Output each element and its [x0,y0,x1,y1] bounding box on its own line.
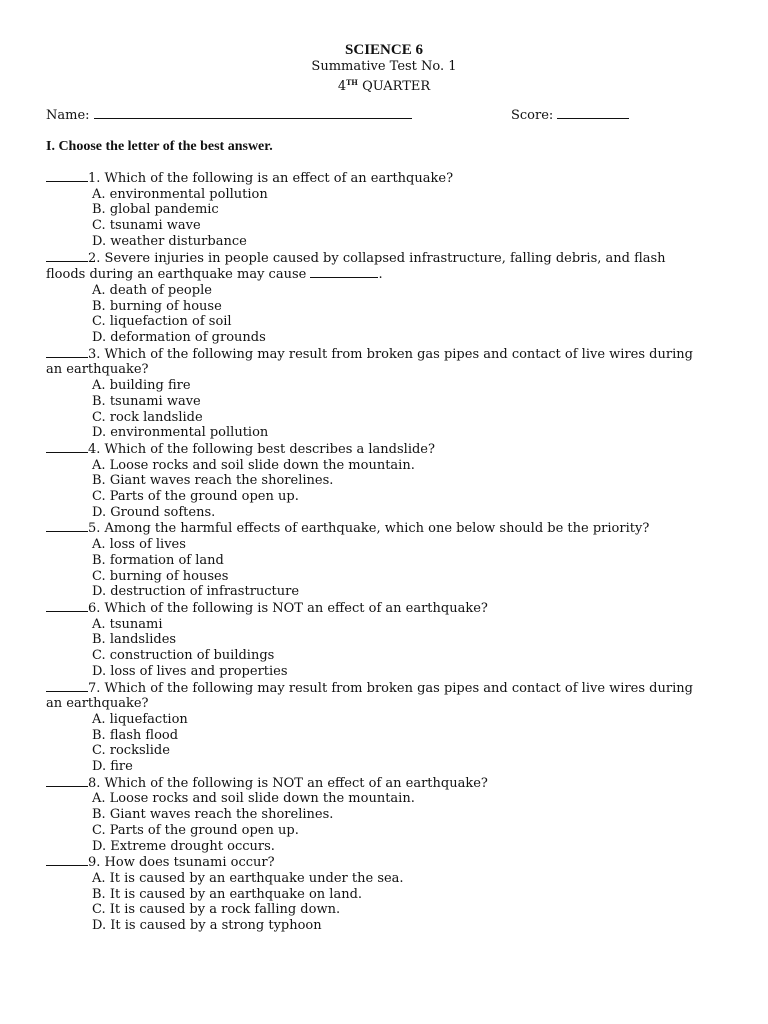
answer-blank[interactable] [46,520,88,532]
choice-b: B. landslides [92,632,177,648]
question-stem-continued [46,266,726,283]
question-stem [46,441,726,458]
question-6 [46,600,726,680]
choice-b: B. It is caused by an earthquake on land. [92,886,363,902]
question-4 [46,441,726,521]
quarter-suffix: TH [346,78,358,87]
choice-c: C. It is caused by a rock falling down. [92,902,341,918]
score-field[interactable] [557,106,629,119]
choice-d: D. Extreme drought occurs. [92,838,275,854]
instruction-heading: I. Choose the letter of the best answer. [46,139,273,154]
question-stem [46,170,726,187]
answer-blank[interactable] [46,250,88,262]
question-text: 6. Which of the following is NOT an effect of an earthquake? [88,600,488,616]
choice-c: C. burning of houses [92,568,229,584]
choice-a: A. death of people [92,282,212,298]
question-stem [46,854,726,871]
choice-d: D. environmental pollution [92,425,269,441]
question-3 [46,346,726,441]
choice-c: C. construction of buildings [92,648,275,664]
question-stem [46,346,726,363]
question-2 [46,250,726,346]
choice-a: A. environmental pollution [92,186,268,202]
test-subtitle: Summative Test No. 1 [311,59,457,74]
question-stem-continued: an earthquake? [46,362,149,378]
quarter-label [0,75,768,95]
question-text: 9. How does tsunami occur? [88,855,275,871]
choice-b: B. formation of land [92,552,224,568]
answer-blank[interactable] [46,170,88,182]
question-text-end: . [378,267,383,283]
choice-c: C. liquefaction of soil [92,314,232,330]
choice-d: D. Ground softens. [92,504,216,520]
question-text: 5. Among the harmful effects of earthquake, which one below should be the priority? [88,521,650,537]
answer-blank[interactable] [46,346,88,358]
answer-blank[interactable] [46,854,88,866]
question-7 [46,680,726,775]
question-stem [46,775,726,792]
choice-a: A. Loose rocks and soil slide down the mountain. [92,791,415,807]
name-row [46,106,412,124]
quarter-number: 4 [337,79,347,94]
question-text: floods during an earthquake may cause [46,267,311,283]
question-8 [46,775,726,855]
question-1 [46,170,726,250]
choice-d: D. loss of lives and properties [92,663,288,679]
score-row [511,106,629,124]
test-header [0,42,768,95]
choice-b: B. flash flood [92,727,179,743]
answer-blank[interactable] [46,680,88,692]
choice-d: D. deformation of grounds [92,330,266,346]
fill-in-blank[interactable] [310,266,378,278]
choice-a: A. loss of lives [92,537,186,553]
name-field[interactable] [94,106,412,119]
choice-b: B. burning of house [92,298,222,314]
question-5 [46,520,726,600]
question-text: 8. Which of the following is NOT an effect of an earthquake? [88,775,488,791]
question-stem-continued: an earthquake? [46,696,149,712]
choice-c: C. tsunami wave [92,218,201,234]
question-text: 2. Severe injuries in people caused by collapsed infrastructure, falling debris, and flash [88,250,666,266]
choice-d: D. destruction of infrastructure [92,584,300,600]
answer-blank[interactable] [46,441,88,453]
question-text: 4. Which of the following best describes a landslide? [88,441,435,457]
quarter-word: QUARTER [362,79,431,94]
choice-c: C. rock landslide [92,409,203,425]
choice-c: C. Parts of the ground open up. [92,822,299,838]
choice-c: C. rockslide [92,743,170,759]
question-stem [46,520,726,537]
choice-c: C. Parts of the ground open up. [92,489,299,505]
choice-a: A. building fire [92,378,191,394]
answer-blank[interactable] [46,775,88,787]
choice-b: B. Giant waves reach the shorelines. [92,807,334,823]
choice-a: A. tsunami [92,616,163,632]
question-text: 7. Which of the following may result from broken gas pipes and contact of live wires during [88,680,693,696]
choice-a: A. It is caused by an earthquake under the sea. [92,870,404,886]
question-9 [46,854,726,934]
answer-blank[interactable] [46,600,88,612]
choice-b: B. global pandemic [92,202,219,218]
choice-d: D. It is caused by a strong typhoon [92,918,322,934]
choice-b: B. tsunami wave [92,393,201,409]
choice-a: A. liquefaction [92,711,188,727]
choice-d: D. fire [92,759,133,775]
question-stem [46,680,726,697]
question-text: 1. Which of the following is an effect of an earthquake? [88,171,454,186]
question-text: 3. Which of the following may result from broken gas pipes and contact of live wires during [88,346,693,362]
question-stem [46,600,726,617]
subject-title: SCIENCE 6 [345,42,423,58]
name-label: Name: [46,108,90,123]
score-label: Score: [511,108,554,123]
question-stem [46,250,726,267]
choice-b: B. Giant waves reach the shorelines. [92,473,334,489]
choice-a: A. Loose rocks and soil slide down the mountain. [92,457,415,473]
choice-d: D. weather disturbance [92,233,247,249]
question-list [46,170,726,934]
